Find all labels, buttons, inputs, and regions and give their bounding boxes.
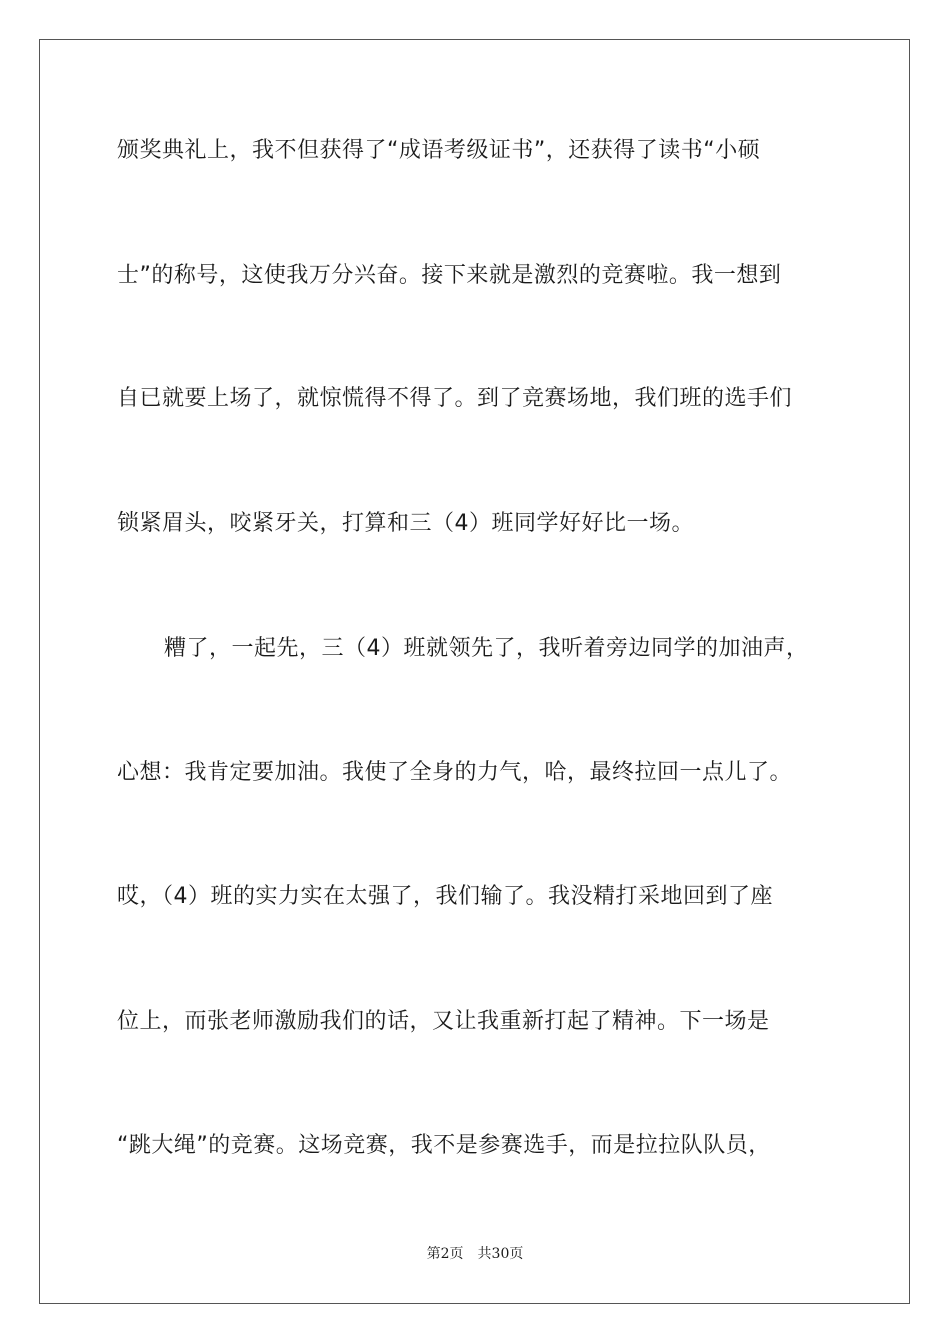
text-line-2: 士”的称号，这使我万分兴奋。接下来就是激烈的竞赛啦。我一想到: [117, 263, 782, 288]
page-footer: [0, 1244, 950, 1264]
text-line-9: “跳大绳”的竞赛。这场竞赛，我不是参赛选手，而是拉拉队队员，: [117, 1133, 771, 1158]
text-line-5: 糟了，一起先，三（4）班就领先了，我听着旁边同学的加油声，: [164, 636, 809, 661]
total-pages: 共30页: [477, 1246, 524, 1262]
page-number: 第2页: [426, 1246, 464, 1262]
text-line-3: 自已就要上场了，就惊慌得不得了。到了竞赛场地，我们班的选手们: [117, 386, 793, 411]
text-line-6: 心想：我肯定要加油。我使了全身的力气，哈，最终拉回一点儿了。: [117, 760, 793, 785]
text-line-8: 位上，而张老师激励我们的话，又让我重新打起了精神。下一场是: [117, 1009, 770, 1034]
text-line-4: 锁紧眉头，咬紧牙关，打算和三（4）班同学好好比一场。: [117, 511, 694, 536]
text-line-7: 哎，（4）班的实力实在太强了，我们输了。我没精打采地回到了座: [117, 884, 773, 909]
text-line-1: 颁奖典礼上，我不但获得了“成语考级证书”，还获得了读书“小硕: [117, 138, 761, 163]
page-border: [39, 39, 910, 1304]
